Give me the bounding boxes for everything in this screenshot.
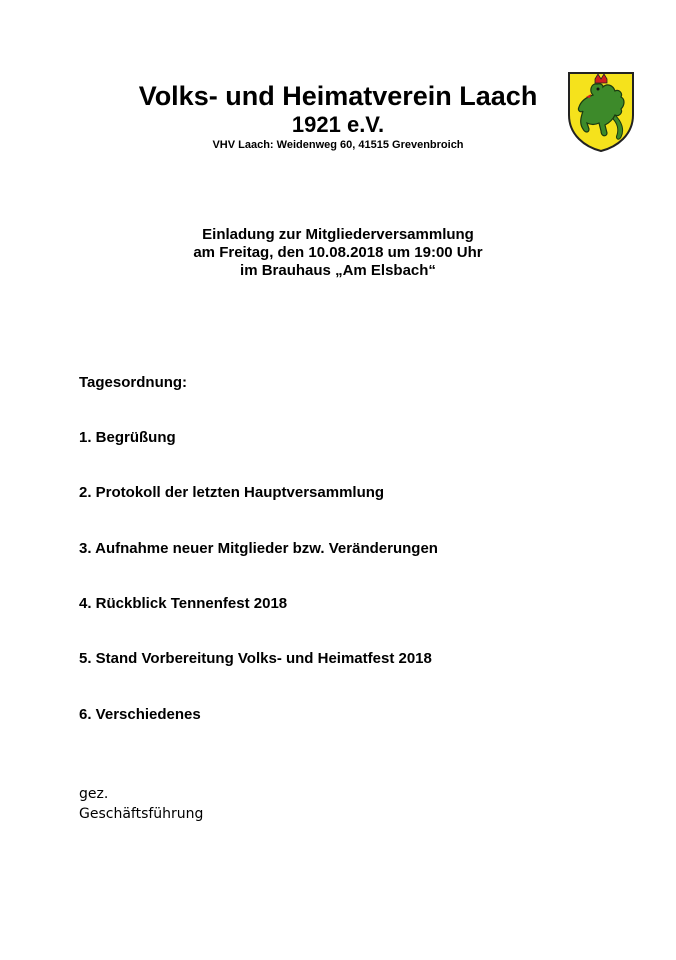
- org-name: Volks- und Heimatverein Laach: [138, 81, 538, 111]
- agenda-heading: Tagesordnung:: [79, 374, 188, 391]
- agenda-item: 4. Rückblick Tennenfest 2018: [79, 595, 288, 612]
- agenda-item: 2. Protokoll der letzten Hauptversammlung: [79, 484, 385, 501]
- invitation-location: im Brauhaus „Am Elsbach“: [240, 262, 436, 279]
- agenda-item: 1. Begrüßung: [79, 429, 176, 446]
- signature-block: [79, 784, 203, 824]
- signature-gez: gez.: [79, 786, 109, 802]
- lion-crest-icon: [567, 71, 635, 153]
- signature-role: Geschäftsführung: [79, 806, 204, 822]
- invitation-date: am Freitag, den 10.08.2018 um 19:00 Uhr: [193, 244, 483, 261]
- agenda-item: 6. Verschiedenes: [79, 706, 201, 723]
- agenda-item: 5. Stand Vorbereitung Volks- und Heimatfest 2018: [79, 650, 432, 667]
- org-year: 1921 e.V.: [291, 112, 385, 137]
- invitation-title: Einladung zur Mitgliederversammlung: [202, 226, 474, 243]
- invitation-block: [0, 226, 676, 280]
- org-address: VHV Laach: Weidenweg 60, 41515 Grevenbroich: [212, 139, 464, 151]
- agenda-item: 3. Aufnahme neuer Mitglieder bzw. Veränderungen: [79, 540, 438, 557]
